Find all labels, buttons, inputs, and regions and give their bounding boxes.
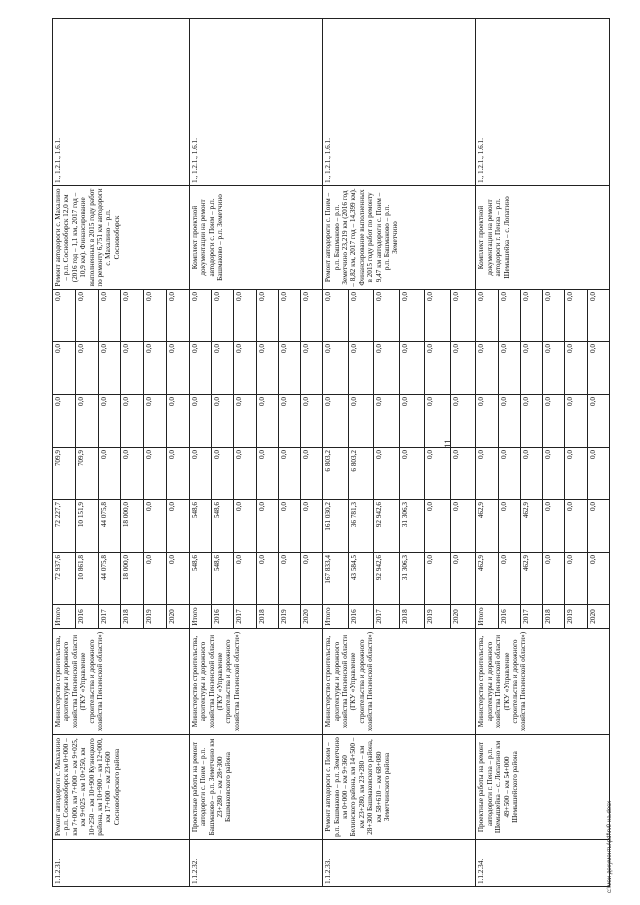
funding-cell: 0,0 (53, 290, 76, 342)
year-cell: 2020 (300, 605, 322, 629)
program-table (52, 18, 610, 887)
federal-cell: 6 803,2 (323, 448, 349, 500)
total-cell: 0,0 (543, 553, 565, 605)
rotated-table-container (52, 19, 610, 887)
total-cell: 0,0 (498, 553, 520, 605)
regional-cell: 548,6 (212, 500, 234, 553)
funding-cell: 0,0 (234, 290, 256, 342)
regional-cell: 0,0 (587, 500, 609, 553)
funding-cell: 0,0 (189, 290, 211, 342)
row-id-cell: 1.1.2.34. (476, 840, 610, 887)
funding-cell: 0,0 (278, 290, 300, 342)
funding-cell: 0,0 (323, 342, 349, 395)
total-cell: 72 937,6 (53, 553, 76, 605)
total-cell: 0,0 (278, 553, 300, 605)
year-cell: 2020 (587, 605, 609, 629)
year-cell: 2018 (399, 605, 425, 629)
funding-cell: 0,0 (543, 342, 565, 395)
total-cell: 548,6 (189, 553, 211, 605)
regional-cell: 0,0 (543, 500, 565, 553)
total-cell: 0,0 (565, 553, 587, 605)
regional-cell: 18 000,0 (121, 500, 144, 553)
total-cell: 0,0 (144, 553, 167, 605)
total-cell: 0,0 (587, 553, 609, 605)
funding-cell: 0,0 (121, 290, 144, 342)
federal-cell: 0,0 (98, 448, 121, 500)
regional-cell: 161 030,2 (323, 500, 349, 553)
table-row (476, 19, 498, 887)
funding-cell: 0,0 (323, 290, 349, 342)
funding-cell: 0,0 (520, 395, 542, 448)
regional-cell: 0,0 (565, 500, 587, 553)
funding-cell: 0,0 (256, 342, 278, 395)
funding-cell: 0,0 (98, 342, 121, 395)
funding-cell: 0,0 (98, 290, 121, 342)
table-row (53, 19, 76, 887)
row-id-cell: 1.1.2.32. (189, 840, 322, 887)
funding-cell: 0,0 (189, 342, 211, 395)
year-cell: 2020 (450, 605, 476, 629)
funding-cell: 0,0 (565, 342, 587, 395)
regional-cell: 0,0 (425, 500, 451, 553)
regional-cell: 36 781,3 (348, 500, 374, 553)
funding-cell: 0,0 (348, 342, 374, 395)
total-cell: 0,0 (166, 553, 189, 605)
funding-cell: 0,0 (587, 342, 609, 395)
funding-cell: 0,0 (543, 290, 565, 342)
result-cell: Комплект проектной документации на ремонт автодороги с. Поим – р.п. Башмаково – р.п. Земетчино (189, 186, 322, 290)
funding-cell: 0,0 (234, 395, 256, 448)
refs-cell: 1., 1.2.1., 1.6.1. (189, 19, 322, 186)
year-cell: 2018 (256, 605, 278, 629)
funding-cell: 0,0 (144, 290, 167, 342)
result-cell: Ремонт автодороги с. Махалино – р.п. Сосновоборск 12,0 км (2016 год – 1,1 км, 2017 год – 10,9 км). Финансирование выполненных в 2015 году работ по ремонту 6,751 км автодороги с. Махалино – р.п. Сосновоборск (53, 186, 190, 290)
federal-cell: 0,0 (374, 448, 400, 500)
year-cell: 2016 (75, 605, 98, 629)
federal-cell: 709,9 (75, 448, 98, 500)
funding-cell: 0,0 (121, 395, 144, 448)
federal-cell: 0,0 (450, 448, 476, 500)
regional-cell: 10 151,9 (75, 500, 98, 553)
year-cell: 2017 (374, 605, 400, 629)
federal-cell: 0,0 (498, 448, 520, 500)
total-cell: 0,0 (450, 553, 476, 605)
federal-cell: 0,0 (565, 448, 587, 500)
regional-cell: 0,0 (300, 500, 322, 553)
funding-cell: 0,0 (565, 290, 587, 342)
funding-cell: 0,0 (543, 395, 565, 448)
total-cell: 462,9 (520, 553, 542, 605)
year-cell: Итого (189, 605, 211, 629)
activity-name-cell: Проектные работы на ремонт автодороги с. Поим – р.п. Башмаково – р.п. Земетчино км 23+280 – км 28+300 Башмаковского района (189, 735, 322, 840)
funding-cell: 0,0 (476, 290, 498, 342)
federal-cell: 0,0 (399, 448, 425, 500)
federal-cell: 0,0 (476, 448, 498, 500)
federal-cell: 0,0 (300, 448, 322, 500)
funding-cell: 0,0 (374, 342, 400, 395)
table-row (323, 19, 349, 887)
total-cell: 462,9 (476, 553, 498, 605)
funding-cell: 0,0 (399, 395, 425, 448)
funding-cell: 0,0 (450, 342, 476, 395)
funding-cell: 0,0 (53, 395, 76, 448)
regional-cell: 0,0 (256, 500, 278, 553)
total-cell: 0,0 (300, 553, 322, 605)
refs-cell: 1., 1.2.1., 1.6.1. (323, 19, 476, 186)
funding-cell: 0,0 (476, 395, 498, 448)
funding-cell: 0,0 (498, 290, 520, 342)
funding-cell: 0,0 (212, 395, 234, 448)
result-cell: Ремонт автодороги с. Поим – р.п. Башмаково – р.п. Земетчино 23,219 км (2016 год – 8,82 км, 2017 год – 14,399 км). Финансирование выполненных в 2015 году работ по ремонту 9,47 км автодороги с. Поим – р.п. Башмаково – р.п. Земетчино (323, 186, 476, 290)
regional-cell: 0,0 (144, 500, 167, 553)
result-cell: Комплект проектной документации на ремонт автодороги г. Пенза – р.п. Шемышейка – с. Лопатино (476, 186, 610, 290)
activity-name-cell: Ремонт автодороги с. Поим – р.п. Башмаково – р.п. Земетчино км 0+000 – км 9+360 Белинского района, км 14+500 – км 23+280, км 23+280 – км 28+300 Башмаковского района, км 58+610 – км 68+080 Земетчинского района (323, 735, 476, 840)
funding-cell: 0,0 (234, 342, 256, 395)
year-cell: 2017 (234, 605, 256, 629)
funding-cell: 0,0 (144, 342, 167, 395)
funding-cell: 0,0 (166, 395, 189, 448)
funding-cell: 0,0 (166, 290, 189, 342)
funding-cell: 0,0 (256, 395, 278, 448)
activity-name-cell: Ремонт автодороги с. Махалино – р.п. Сосновоборск км 0+000 – км 7+000, км 7+000 – км 9+025, км 9+025 – км 10+250, км 10+250 – км 10+900 Кузнецкого района, км 10+900 – км 12+000, км 17+000 – км 23+600 Сосновоборского района (53, 735, 190, 840)
federal-cell: 0,0 (234, 448, 256, 500)
funding-cell: 0,0 (374, 290, 400, 342)
regional-cell: 462,9 (476, 500, 498, 553)
footer-file-path: c:\мои документы\pdf\rv9-на.docx (607, 800, 613, 893)
funding-cell: 0,0 (212, 342, 234, 395)
year-cell: 2016 (498, 605, 520, 629)
federal-cell: 0,0 (189, 448, 211, 500)
regional-cell: 0,0 (450, 500, 476, 553)
year-cell: 2018 (121, 605, 144, 629)
page-number: 11 (443, 439, 453, 448)
year-cell: 2016 (348, 605, 374, 629)
funding-cell: 0,0 (520, 342, 542, 395)
federal-cell: 0,0 (278, 448, 300, 500)
executor-cell: Министерство строительства, архитектуры и дорожного хозяйства Пензенской области (ГКУ «Управление строительства и дорожного хозяйства Пензенской области») (476, 629, 610, 735)
federal-cell: 0,0 (587, 448, 609, 500)
regional-cell: 0,0 (166, 500, 189, 553)
total-cell: 43 584,5 (348, 553, 374, 605)
funding-cell: 0,0 (75, 290, 98, 342)
funding-cell: 0,0 (98, 395, 121, 448)
funding-cell: 0,0 (565, 395, 587, 448)
federal-cell: 6 803,2 (348, 448, 374, 500)
funding-cell: 0,0 (399, 342, 425, 395)
funding-cell: 0,0 (498, 395, 520, 448)
federal-cell: 0,0 (520, 448, 542, 500)
regional-cell: 92 942,6 (374, 500, 400, 553)
total-cell: 0,0 (234, 553, 256, 605)
funding-cell: 0,0 (374, 395, 400, 448)
federal-cell: 0,0 (543, 448, 565, 500)
regional-cell: 31 306,3 (399, 500, 425, 553)
year-cell: 2016 (212, 605, 234, 629)
total-cell: 18 000,0 (121, 553, 144, 605)
year-cell: 2017 (98, 605, 121, 629)
regional-cell: 0,0 (234, 500, 256, 553)
total-cell: 92 942,6 (374, 553, 400, 605)
funding-cell: 0,0 (399, 290, 425, 342)
year-cell: Итого (53, 605, 76, 629)
funding-cell: 0,0 (425, 342, 451, 395)
funding-cell: 0,0 (348, 395, 374, 448)
federal-cell: 0,0 (166, 448, 189, 500)
funding-cell: 0,0 (121, 342, 144, 395)
federal-cell: 0,0 (425, 448, 451, 500)
total-cell: 167 833,4 (323, 553, 349, 605)
funding-cell: 0,0 (348, 290, 374, 342)
funding-cell: 0,0 (425, 395, 451, 448)
federal-cell: 0,0 (256, 448, 278, 500)
year-cell: 2019 (144, 605, 167, 629)
regional-cell: 0,0 (278, 500, 300, 553)
federal-cell: 0,0 (144, 448, 167, 500)
year-cell: 2019 (565, 605, 587, 629)
year-cell: 2019 (278, 605, 300, 629)
regional-cell: 72 227,7 (53, 500, 76, 553)
total-cell: 0,0 (425, 553, 451, 605)
refs-cell: 1., 1.2.1., 1.6.1. (53, 19, 190, 186)
year-cell: Итого (323, 605, 349, 629)
regional-cell: 0,0 (498, 500, 520, 553)
total-cell: 44 075,8 (98, 553, 121, 605)
funding-cell: 0,0 (425, 290, 451, 342)
funding-cell: 0,0 (450, 395, 476, 448)
refs-cell: 1., 1.2.1., 1.6.1. (476, 19, 610, 186)
funding-cell: 0,0 (300, 290, 322, 342)
federal-cell: 0,0 (212, 448, 234, 500)
funding-cell: 0,0 (75, 342, 98, 395)
funding-cell: 0,0 (476, 342, 498, 395)
year-cell: 2019 (425, 605, 451, 629)
funding-cell: 0,0 (278, 395, 300, 448)
total-cell: 0,0 (256, 553, 278, 605)
federal-cell: 709,9 (53, 448, 76, 500)
funding-cell: 0,0 (75, 395, 98, 448)
funding-cell: 0,0 (256, 290, 278, 342)
activity-name-cell: Проектные работы на ремонт автодороги г. Пенза – р.п. Шемышейка – с. Лопатино км 49+500 – км 54+000 Шемышейского района (476, 735, 610, 840)
executor-cell: Министерство строительства, архитектуры и дорожного хозяйства Пензенской области (ГКУ «Управление строительства и дорожного хозяйства Пензенской области») (189, 629, 322, 735)
funding-cell: 0,0 (498, 342, 520, 395)
funding-cell: 0,0 (300, 342, 322, 395)
year-cell: Итого (476, 605, 498, 629)
funding-cell: 0,0 (323, 395, 349, 448)
total-cell: 31 306,3 (399, 553, 425, 605)
row-id-cell: 1.1.2.31. (53, 840, 190, 887)
total-cell: 548,6 (212, 553, 234, 605)
funding-cell: 0,0 (587, 395, 609, 448)
year-cell: 2017 (520, 605, 542, 629)
total-cell: 10 861,8 (75, 553, 98, 605)
row-id-cell: 1.1.2.33. (323, 840, 476, 887)
table-row (189, 19, 211, 887)
funding-cell: 0,0 (166, 342, 189, 395)
funding-cell: 0,0 (300, 395, 322, 448)
funding-cell: 0,0 (212, 290, 234, 342)
funding-cell: 0,0 (53, 342, 76, 395)
funding-cell: 0,0 (587, 290, 609, 342)
executor-cell: Министерство строительства, архитектуры и дорожного хозяйства Пензенской области (ГКУ «Управление строительства и дорожного хозяйства Пензенской области») (53, 629, 190, 735)
regional-cell: 548,6 (189, 500, 211, 553)
regional-cell: 462,9 (520, 500, 542, 553)
executor-cell: Министерство строительства, архитектуры и дорожного хозяйства Пензенской области (ГКУ «Управление строительства и дорожного хозяйства Пензенской области») (323, 629, 476, 735)
funding-cell: 0,0 (450, 290, 476, 342)
funding-cell: 0,0 (189, 395, 211, 448)
year-cell: 2020 (166, 605, 189, 629)
federal-cell: 0,0 (121, 448, 144, 500)
year-cell: 2018 (543, 605, 565, 629)
funding-cell: 0,0 (278, 342, 300, 395)
funding-cell: 0,0 (144, 395, 167, 448)
regional-cell: 44 075,8 (98, 500, 121, 553)
funding-cell: 0,0 (520, 290, 542, 342)
